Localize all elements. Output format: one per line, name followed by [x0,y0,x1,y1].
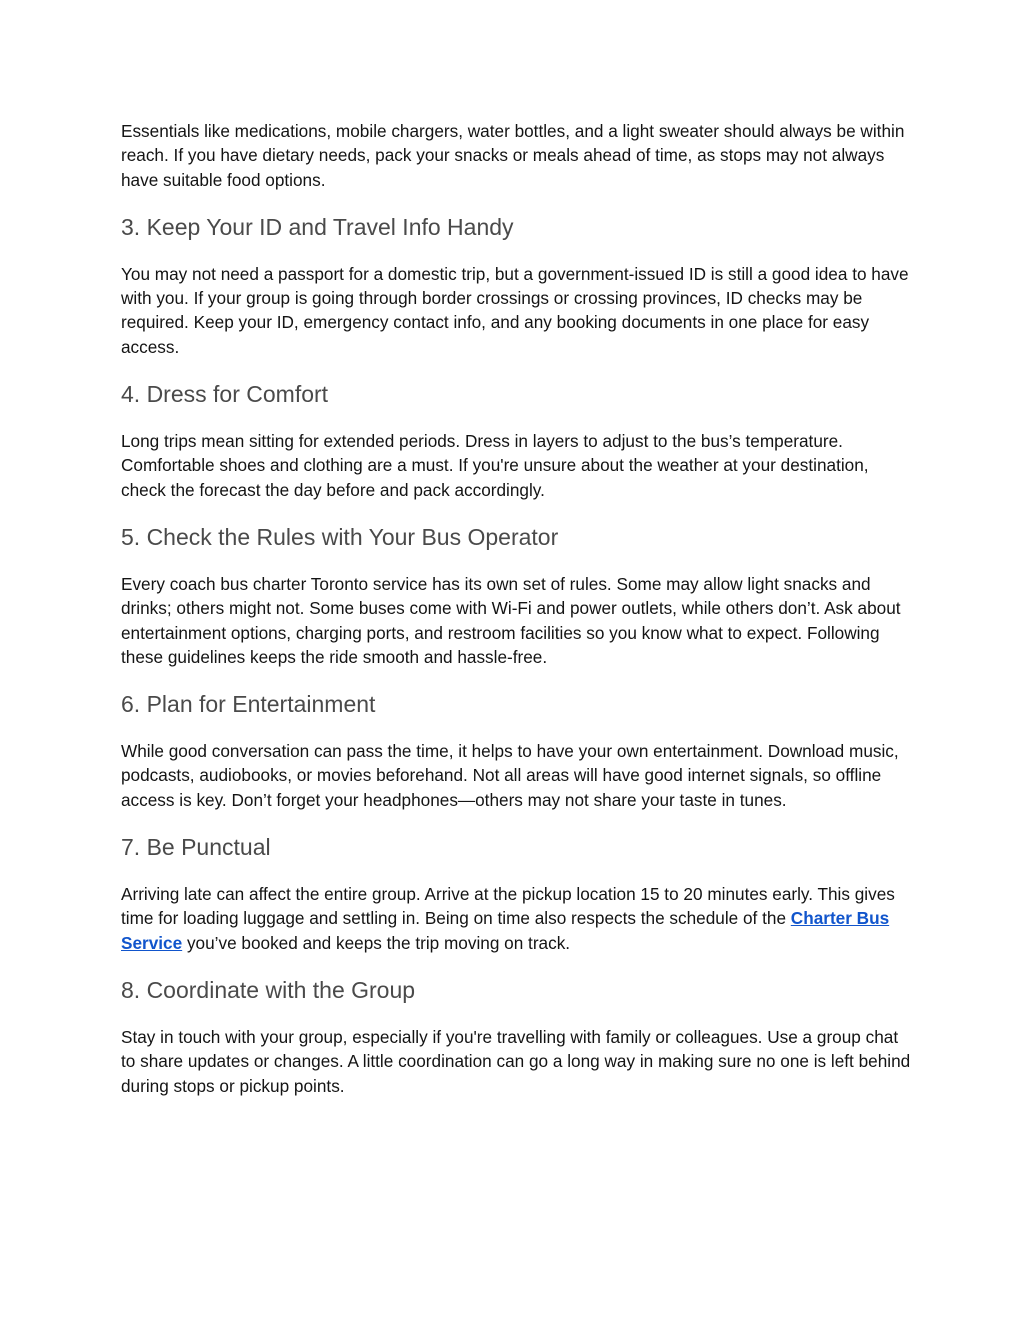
section-heading-punctual: 7. Be Punctual [121,834,271,861]
section-body-keep-id: You may not need a passport for a domestic trip, but a government-issued ID is still a good idea to have with you. If your group is going through border crossings or crossing provinces, ID checks may be required. Keep your ID, emergency contact info, and any booking documents in one place for easy access. [121,263,909,357]
section-heading-check-rules: 5. Check the Rules with Your Bus Operator [121,523,559,550]
section-body-punctual [121,882,911,955]
section-body-coordinate: Stay in touch with your group, especially if you're travelling with family or colleagues. Use a group chat to share updates or changes. A little coordination can go a long way in making sure no one is left behind during stops or pickup points. [121,1026,911,1096]
section-heading-coordinate: 8. Coordinate with the Group [121,976,416,1003]
section-heading-keep-id: 3. Keep Your ID and Travel Info Handy [121,213,514,240]
intro-paragraph: Essentials like medications, mobile chargers, water bottles, and a light sweater should always be within reach. If you have dietary needs, pack your snacks or meals ahead of time, as stops may not always have suitable food options. [121,121,905,190]
charter-bus-service-link[interactable]: Charter Bus Service [121,908,890,953]
section-heading-entertainment: 6. Plan for Entertainment [121,691,376,718]
section-body-dress-comfort: Long trips mean sitting for extended periods. Dress in layers to adjust to the bus’s temperature. Comfortable shoes and clothing are a must. If you're unsure about the weather at your destination, check the forecast the day before and pack accordingly. [121,431,869,500]
punctual-text-before-link: Arriving late can affect the entire group. Arrive at the pickup location 15 to 20 minutes early. This gives time for loading luggage and settling in. Being on time also respects the schedule of the [121,884,895,929]
section-body-entertainment: While good conversation can pass the time, it helps to have your own entertainment. Download music, podcasts, audiobooks, or movies beforehand. Not all areas will have good internet signals, so offline access is key. Don’t forget your headphones—others may not share your taste in tunes. [121,741,899,810]
punctual-text-after-link: you’ve booked and keeps the trip moving on track. [182,932,571,953]
section-body-check-rules: Every coach bus charter Toronto service has its own set of rules. Some may allow light snacks and drinks; others might not. Some buses come with Wi-Fi and power outlets, while others don’t. Ask about entertainment options, charging ports, and restroom facilities so you know what to expect. Following these guidelines keeps the ride smooth and hassle-free. [121,573,901,667]
section-heading-dress-comfort: 4. Dress for Comfort [121,381,329,408]
document-page [121,119,911,1098]
